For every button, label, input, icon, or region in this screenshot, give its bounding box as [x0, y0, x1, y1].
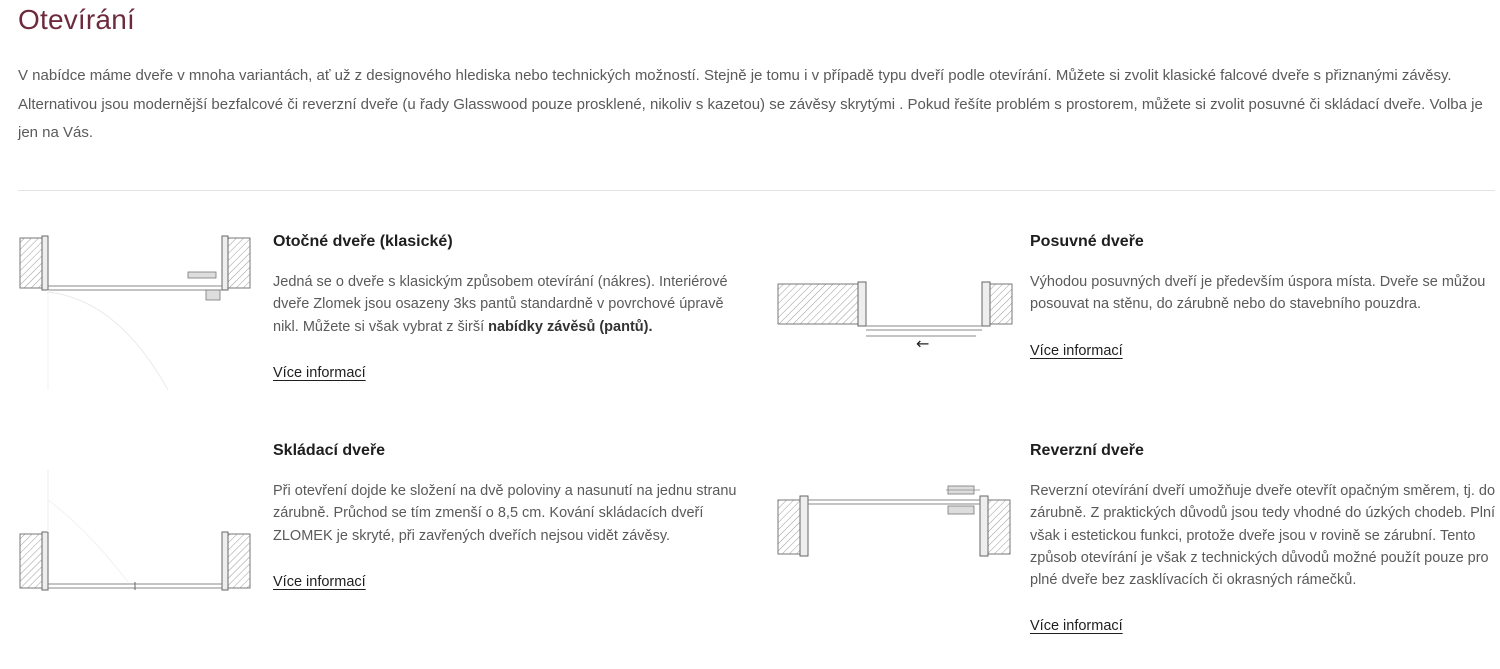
card-reverse-more-link[interactable]: Více informací [1030, 618, 1123, 635]
card-folding-text: Při otevření dojde ke složení na dvě poloviny a nasunutí na jednu stranu zárubně. Průchod se tím zmenší o 8,5 cm. Kování skládacích dveří ZLOMEK je skryté, při zavřených dveřích nejsou vidět závěsy. [273, 483, 737, 544]
divider [18, 190, 1495, 191]
card-swing-title: Otočné dveře (klasické) [273, 233, 453, 250]
card-sliding-title: Posuvné dveře [1030, 233, 1144, 250]
sliding-door-diagram [776, 270, 1016, 355]
card-folding-more-link[interactable]: Více informací [273, 573, 366, 590]
card-sliding [1030, 231, 1500, 360]
card-reverse-title: Reverzní dveře [1030, 442, 1144, 459]
intro-text: V nabídce máme dveře v mnoha variantách, ať už z designového hlediska nebo technických možností. Stejně je tomu i v případě typu dveří podle otevírání. Můžete si zvolit klasické falcové dveře s přiznanými závěsy. Alternativou jsou modernější bezfalcové či reverzní dveře (u řady Glasswood pouze prosklené, nikoliv s kazetou) se závěsy skrytými . Pokud řešíte problém s prostorem, můžete si zvolit posuvné či skládací dveře. Volba je jen na Vás. [18, 67, 1483, 141]
reverse-door-diagram [776, 482, 1016, 572]
card-swing [273, 231, 743, 382]
card-swing-text: Jedná se o dveře s klasickým způsobem otevírání (nákres). Interiérové dveře Zlomek jsou osazeny 3ks pantů standardně v povrchové úpravě nikl. Můžete si však vybrat z širší nabídky závěsů (pantů). [273, 274, 728, 335]
card-sliding-more-link[interactable]: Více informací [1030, 342, 1123, 359]
folding-door-diagram [18, 470, 258, 605]
card-sliding-text: Výhodou posuvných dveří je především úspora místa. Dveře se můžou posouvat na stěnu, do zárubně nebo do stavebního pouzdra. [1030, 274, 1486, 313]
card-folding-title: Skládací dveře [273, 442, 386, 459]
arrow-left-icon: ← [916, 334, 930, 353]
card-reverse-text: Reverzní otevírání dveří umožňuje dveře otevřít opačným směrem, tj. do zárubně. Z praktických důvodů jsou tedy vhodné do úzkých chodeb. Plní však i estetickou funkci, protože dveře jsou v rovině se zárubní. Tento způsob otevírání je však z technických důvodů možné použít pouze pro plné dveře bez zasklívacích či okrasných rámečků. [1030, 483, 1496, 589]
swing-door-diagram [18, 230, 258, 400]
page-title: Otevírání [18, 4, 135, 35]
card-folding [273, 440, 743, 591]
card-reverse [1030, 440, 1500, 635]
hinges-link-text[interactable]: nabídky závěsů (pantů). [488, 318, 653, 335]
card-swing-more-link[interactable]: Více informací [273, 364, 366, 381]
